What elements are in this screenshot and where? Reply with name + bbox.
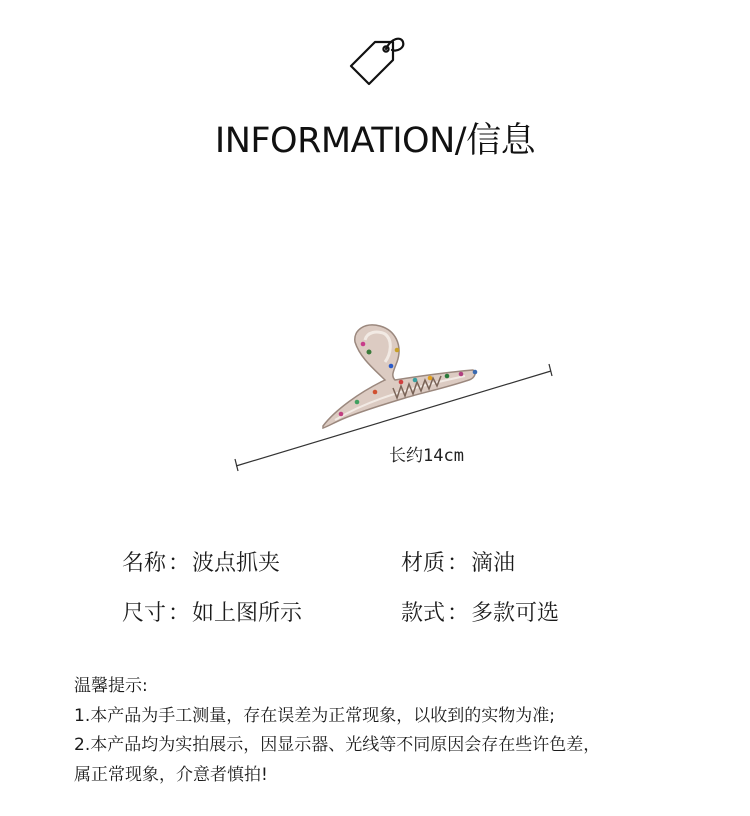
price-tag-icon [345, 30, 407, 92]
spec-style-label: 款式 [401, 601, 446, 626]
spec-name-label: 名称 [122, 551, 167, 576]
notes-line-3: 属正常现象，介意者慎拍! [74, 764, 268, 785]
spec-name: 名称：波点抓夹 [122, 551, 281, 576]
spec-material: 材质：滴油 [401, 551, 516, 576]
page-title: INFORMATION/信息 [214, 121, 536, 161]
spec-material-value: 滴油 [471, 551, 516, 576]
spec-style-value: 多款可选 [471, 601, 560, 626]
spec-style: 款式：多款可选 [401, 601, 560, 626]
spec-size-value: 如上图所示 [192, 601, 303, 626]
notes-line-1: 1.本产品为手工测量，存在误差为正常现象，以收到的实物为准; [74, 705, 555, 726]
notes-line-2: 2.本产品均为实拍展示，因显示器、光线等不同原因会存在些许色差， [74, 735, 601, 755]
hair-clip [323, 325, 477, 428]
notes-heading: 温馨提示: [74, 676, 148, 696]
spec-name-value: 波点抓夹 [192, 551, 281, 576]
notes-block [74, 672, 714, 790]
spec-material-label: 材质 [401, 551, 446, 576]
size-label: 长约14cm [389, 446, 464, 466]
spec-size: 尺寸：如上图所示 [122, 601, 303, 626]
spec-size-label: 尺寸 [122, 601, 167, 626]
